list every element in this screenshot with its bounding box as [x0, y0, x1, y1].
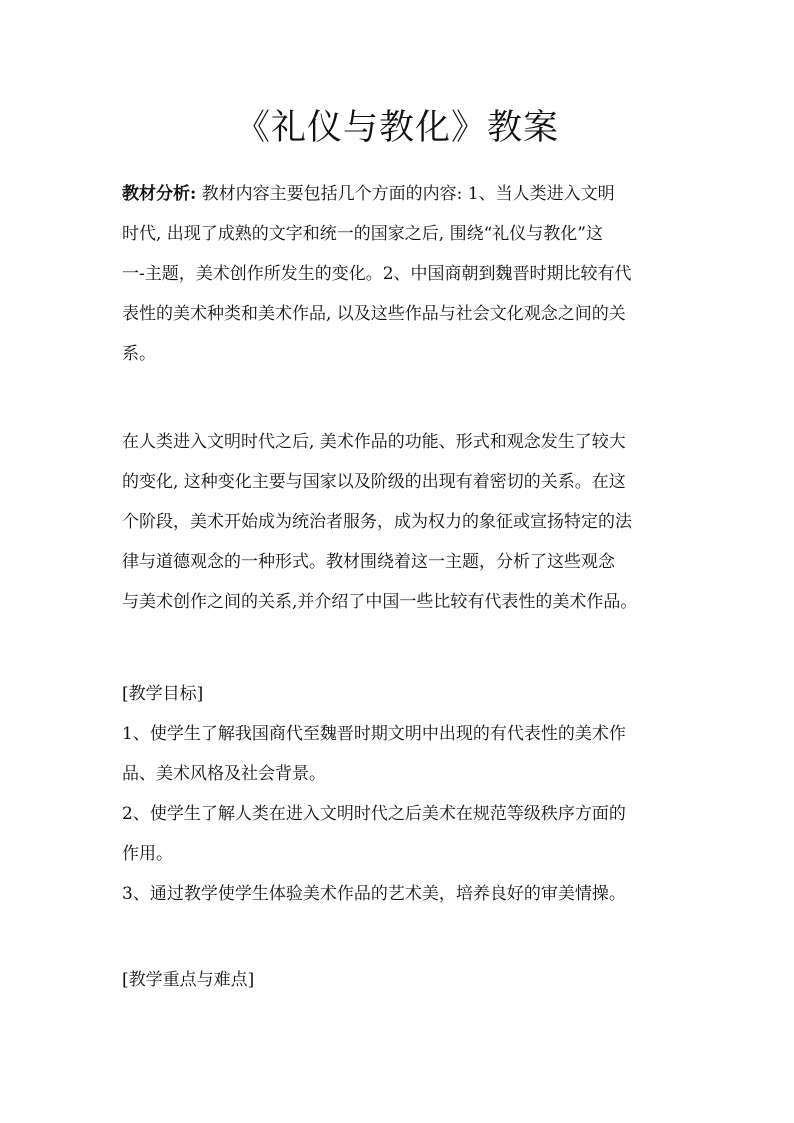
paragraph-line: 的变化, 这种变化主要与国家以及阶级的出现有着密切的关系。在这 [122, 472, 626, 492]
list-item-line: 作用。 [122, 844, 173, 864]
teaching-goals-heading [122, 674, 682, 714]
material-analysis-paragraph [122, 174, 682, 374]
material-analysis-label: 教材分析: [122, 184, 197, 204]
paragraph-line: 表性的美术种类和美术作品, 以及这些作品与社会文化观念之间的关 [122, 304, 626, 324]
paragraph-line: 律与道德观念的一种形式。教材围绕着这一主题，分析了这些观念 [122, 552, 615, 572]
section-heading: [教学目标] [122, 684, 204, 704]
paragraph-line: 一-主题，美术创作所发生的变化。2、中国商朝到魏晋时期比较有代 [122, 264, 632, 284]
teaching-goals-list [122, 714, 682, 914]
paragraph-line: 系。 [122, 344, 156, 364]
paragraph-line: 与美术创作之间的关系,并介绍了中国一些比较有代表性的美术作品。 [122, 592, 638, 612]
civilization-art-paragraph [122, 422, 682, 622]
paragraph-line: 在人类进入文明时代之后, 美术作品的功能、形式和观念发生了较大 [122, 432, 626, 452]
list-item-line: 2、使学生了解人类在进入文明时代之后美术在规范等级秩序方面的 [122, 804, 626, 824]
paragraph-line: 时代, 出现了成熟的文字和统一的国家之后, 围绕“礼仪与教化”这 [122, 224, 603, 244]
paragraph-text: 教材内容主要包括几个方面的内容: 1、当人类进入文明 [196, 184, 615, 204]
list-item-line: 品、美术风格及社会背景。 [122, 764, 326, 784]
list-item-line: 1、使学生了解我国商代至魏晋时期文明中出现的有代表性的美术作 [122, 724, 626, 744]
key-points-heading [122, 960, 682, 1000]
list-item-line: 3、通过教学使学生体验美术作品的艺术美，培养良好的审美情操。 [122, 884, 626, 904]
paragraph-line [122, 174, 682, 214]
document-title: 《礼仪与教化》教案 [234, 108, 559, 148]
section-heading: [教学重点与难点] [122, 970, 255, 990]
paragraph-line: 个阶段，美术开始成为统治者服务，成为权力的象征或宣扬特定的法 [122, 512, 632, 532]
